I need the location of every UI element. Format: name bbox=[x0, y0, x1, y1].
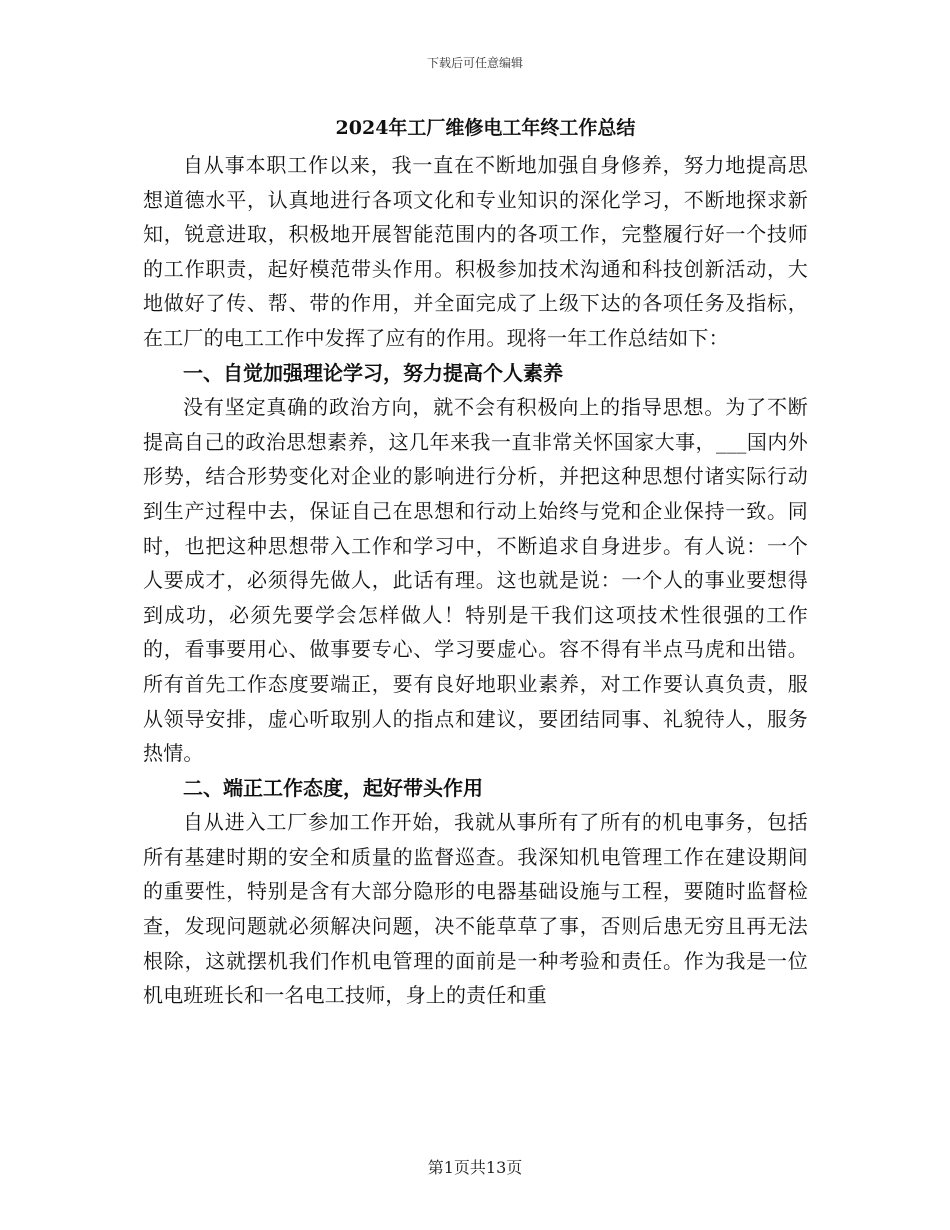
header-note: 下载后可任意编辑 bbox=[426, 56, 523, 70]
intro-paragraph: 自从事本职工作以来，我一直在不断地加强自身修养，努力地提高思想道德水平，认真地进行各项文化和专业知识的深化学习，不断地探求新知，锐意进取，积极地开展智能范围内的各项工作，完整履行好一个技师的工作职责，起好模范带头作用。积极参加技术沟通和科技创新活动，大地做好了传、帮、带的作用，并全面完成了上级下达的各项任务及指标，在工厂的电工工作中发挥了应有的作用。现将一年工作总结如下： bbox=[143, 153, 808, 350]
section-2-heading: 二、端正工作态度，起好带头作用 bbox=[183, 775, 483, 800]
page-footer: 第1页共13页 bbox=[427, 1158, 523, 1177]
document-title: 2024年工厂维修电工年终工作总结 bbox=[335, 117, 636, 139]
section-1-paragraph: 没有坚定真确的政治方向，就不会有积极向上的指导思想。为了不断提高自己的政治思想素养，这几年来我一直非常关怀国家大事，___国内外形势，结合形势变化对企业的影响进行分析，并把这种思想付诸实际行动到生产过程中去，保证自己在思想和行动上始终与党和企业保持一致。同时，也把这种思想带入工作和学习中，不断追求自身进步。有人说：一个人要成才，必须得先做人，此话有理。这也就是说：一个人的事业要想得到成功，必须先要学会怎样做人！特别是干我们这项技术性很强的工作的，看事要用心、做事要专心、学习要虚心。容不得有半点马虎和出错。所有首先工作态度要端正，要有良好地职业素养，对工作要认真负责，服从领导安排，虚心听取别人的指点和建议，要团结同事、礼貌待人，服务热情。 bbox=[143, 395, 808, 766]
section-1-heading: 一、自觉加强理论学习，努力提高个人素养 bbox=[183, 360, 563, 385]
document-body bbox=[143, 108, 808, 1013]
section-2-paragraph: 自从进入工厂参加工作开始，我就从事所有了所有的机电事务，包括所有基建时期的安全和质量的监督巡查。我深知机电管理工作在建设期间的重要性，特别是含有大部分隐形的电器基础设施与工程，要随时监督检查，发现问题就必须解决问题，决不能草草了事，否则后患无穷且再无法根除，这就摆机我们作机电管理的面前是一种考验和责任。作为我是一位机电班班长和一名电工技师，身上的责任和重 bbox=[143, 810, 808, 1008]
